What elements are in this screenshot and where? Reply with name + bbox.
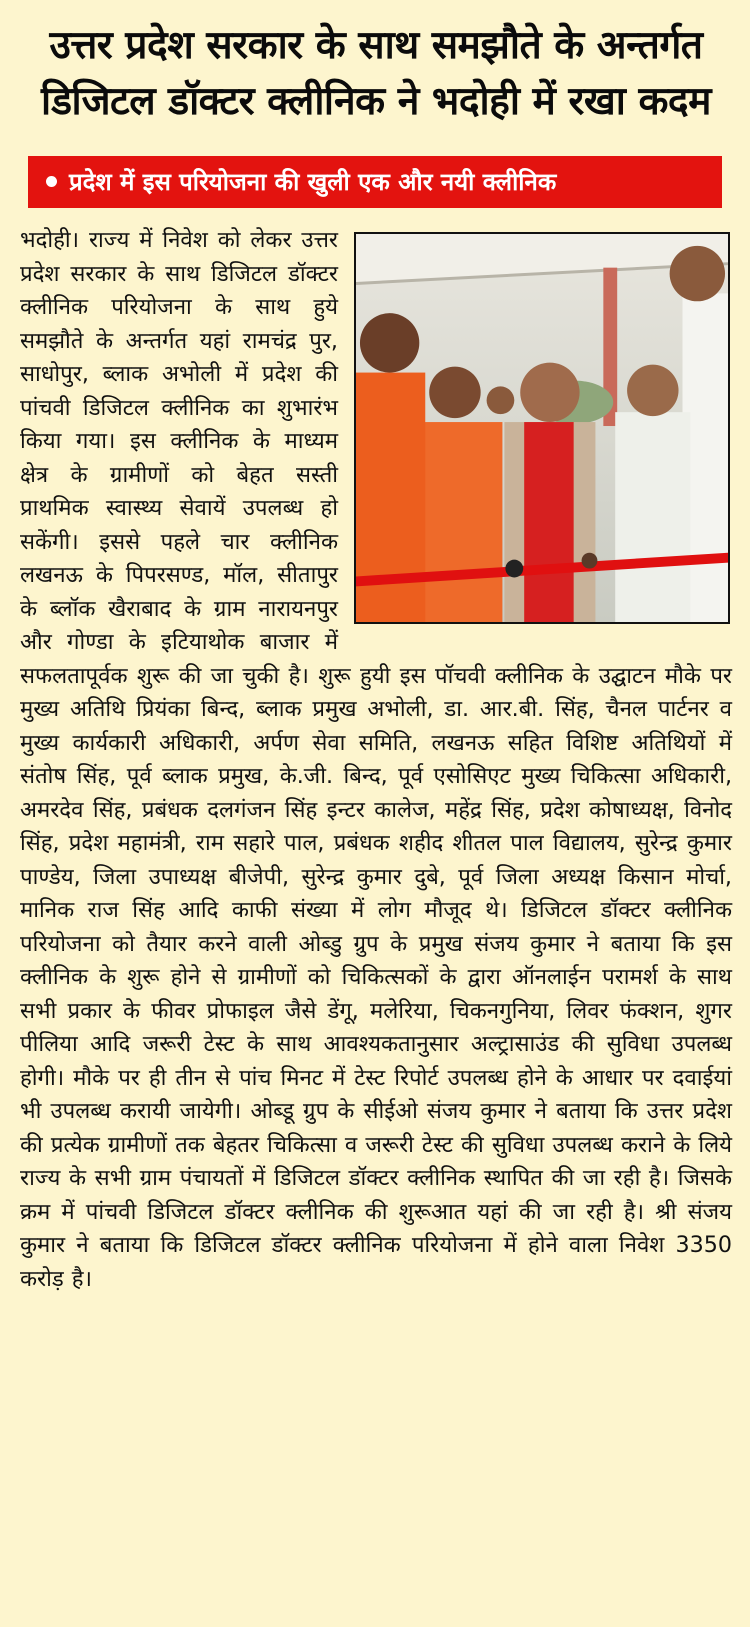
- headline-line-1: उत्तर प्रदेश सरकार के साथ समझौते के अन्तर्गत: [49, 23, 703, 68]
- article-body: [20, 224, 732, 1296]
- subheadline-banner: [28, 156, 722, 208]
- ribbon-cutting-photo: [354, 232, 730, 624]
- bullet-icon: [46, 176, 57, 187]
- subheadline-text: प्रदेश में इस परियोजना की खुली एक और नयी क्लीनिक: [69, 168, 557, 196]
- photo-illustration: [356, 234, 728, 622]
- article-text: भदोही। राज्य में निवेश को लेकर उत्तर प्रदेश सरकार के साथ डिजिटल डॉक्टर क्लीनिक परियोजना के साथ हुये समझौते के अन्तर्गत यहां रामचंद्र पुर, साधोपुर, ब्लाक अभोली में प्रदेश की पांचवी डिजिटल क्लीनिक का शुभारंभ किया गया। इस क्लीनिक के माध्यम क्षेत्र के ग्रामीणों को बेहत सस्ती प्राथमिक स्वास्थ्य सेवायें उपलब्ध हो सकेंगी। इससे पहले चार क्लीनिक लखनऊ के पिपरसण्ड, मॉल, सीतापुर के ब्लॉक खैराबाद के ग्राम नारायनपुर और गोण्डा के इटियाथोक बाजार में सफलतापूर्वक शुरू की जा चुकी है। शुरू हुयी इस पॉचवी क्लीनिक के उद्घाटन मौके पर मुख्य अतिथि प्रियंका बिन्द, ब्लाक प्रमुख अभोली, डा. आर.बी. सिंह, चैनल पार्टनर व मुख्य कार्यकारी अधिकारी, अर्पण सेवा समिति, लखनऊ सहित विशिष्ट अतिथियों में संतोष सिंह, पूर्व ब्लाक प्रमुख, के.जी. बिन्द, पूर्व एसोसिएट मुख्य चिकित्सा अधिकारी, अमरदेव सिंह, प्रबंधक दलगंजन सिंह इन्टर कालेज, महेंद्र सिंह, प्रदेश कोषाध्यक्ष, विनोद सिंह, प्रदेश महामंत्री, राम सहारे पाल, प्रबंधक शहीद शीतल पाल विद्यालय, सुरेन्द्र कुमार पाण्डेय, जिला उपाध्यक्ष बीजेपी, सुरेन्द्र कुमार दुबे, पूर्व जिला अध्यक्ष किसान मोर्चा, मानिक राज सिंह आदि काफी संख्या में लोग मौजूद थे। डिजिटल डॉक्टर क्लीनिक परियोजना को तैयार करने वाली ओब्डु ग्रुप के प्रमुख संजय कुमार ने बताया कि इस क्लीनिक के शुरू होने से ग्रामीणों को चिकित्सकों के द्वारा ऑनलाईन परामर्श के साथ सभी प्रकार के फीवर प्रोफाइल जैसे डेंगू, मलेरिया, चिकनगुनिया, लिवर फंक्शन, शुगर पीलिया आदि जरूरी टेस्ट के साथ आवश्यकतानुसार अल्ट्रासाउंड की सुविधा उपलब्ध होगी। मौके पर ही तीन से पांच मिनट में टेस्ट रिपोर्ट उपलब्ध होने के आधार पर दवाईयां भी उपलब्ध करायी जायेगी। ओब्डू ग्रुप के सीईओ संजय कुमार ने बताया कि उत्तर प्रदेश की प्रत्येक ग्रामीणों तक बेहतर चिकित्सा व जरूरी टेस्ट की सुविधा उपलब्ध कराने के लिये राज्य के सभी ग्राम पंचायतों में डिजिटल डॉक्टर क्लीनिक स्थापित की जा रही है। जिसके क्रम में पांचवी डिजिटल डॉक्टर क्लीनिक की शुरूआत यहां की जा रही है। श्री संजय कुमार ने बताया कि डिजिटल डॉक्टर क्लीनिक परियोजना में होने वाला निवेश 3350 करोड़ है।: [20, 227, 732, 1292]
- headline: [20, 0, 732, 130]
- headline-line-2: डिजिटल डॉक्टर क्लीनिक ने भदोही में रखा कदम: [41, 79, 711, 124]
